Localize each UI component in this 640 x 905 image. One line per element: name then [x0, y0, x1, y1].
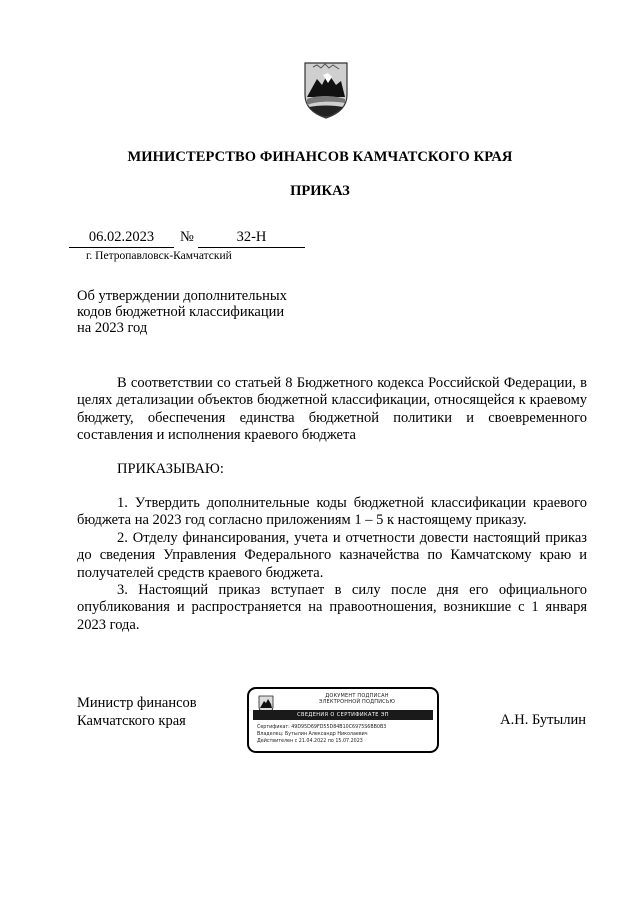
stamp-validity: Действителен с 21.04.2022 по 15.07.2023	[257, 739, 363, 744]
subject-line: кодов бюджетной классификации	[77, 304, 285, 320]
position-line: Камчатского края	[77, 713, 186, 729]
subject-line: на 2023 год	[77, 320, 148, 336]
order-item-3: 3. Настоящий приказ вступает в силу после дня его официального опубликования и распространяется на правоотношения, возникшие с 1 января 2023 года.	[77, 582, 587, 633]
coat-of-arms-icon	[303, 61, 349, 119]
ministry-title: МИНИСТЕРСТВО ФИНАНСОВ КАМЧАТСКОГО КРАЯ	[127, 149, 513, 165]
stamp-heading	[283, 693, 431, 705]
stamp-details	[257, 724, 433, 745]
stamp-certificate: Сертификат: 49D95D69FD55D84B10C6975S6BB0B3	[257, 725, 387, 730]
order-subject	[77, 288, 317, 336]
signatory-position	[77, 694, 197, 730]
signatory-name: А.Н. Бутылин	[500, 712, 586, 728]
city-line: г. Петропавловск-Камчатский	[86, 250, 232, 262]
stamp-band: СВЕДЕНИЯ О СЕРТИФИКАТЕ ЭП	[253, 710, 433, 720]
stamp-heading-line: ЭЛЕКТРОННОЙ ПОДПИСЬЮ	[318, 699, 396, 705]
preamble-paragraph: В соответствии со статьей 8 Бюджетного кодекса Российской Федерации, в целях детализации объектов бюджетной классификации, относящейся к краевому бюджету, обеспечения единства бюджетной политики и своевременного составления и исполнения краевого бюджета	[77, 375, 587, 443]
order-item-1: 1. Утвердить дополнительные коды бюджетной классификации краевого бюджета на 2023 год согласно приложениям 1 – 5 к настоящему приказу.	[77, 495, 587, 529]
electronic-signature-stamp	[247, 687, 439, 753]
order-item-2: 2. Отделу финансирования, учета и отчетности довести настоящий приказ до сведения Управления Федерального казначейства по Камчатскому краю и получателей средств краевого бюджета.	[77, 530, 587, 581]
position-line: Министр финансов	[77, 695, 197, 711]
document-type-title: ПРИКАЗ	[290, 183, 350, 199]
stamp-heading-line: ДОКУМЕНТ ПОДПИСАН	[325, 693, 389, 699]
order-word: ПРИКАЗЫВАЮ:	[117, 461, 224, 477]
stamp-owner: Владелец: Бутылин Александр Николаевич	[257, 732, 368, 737]
subject-line: Об утверждении дополнительных	[77, 288, 287, 304]
number-sign: №	[180, 229, 194, 245]
order-number: 32-Н	[198, 229, 305, 248]
order-date: 06.02.2023	[69, 229, 174, 248]
